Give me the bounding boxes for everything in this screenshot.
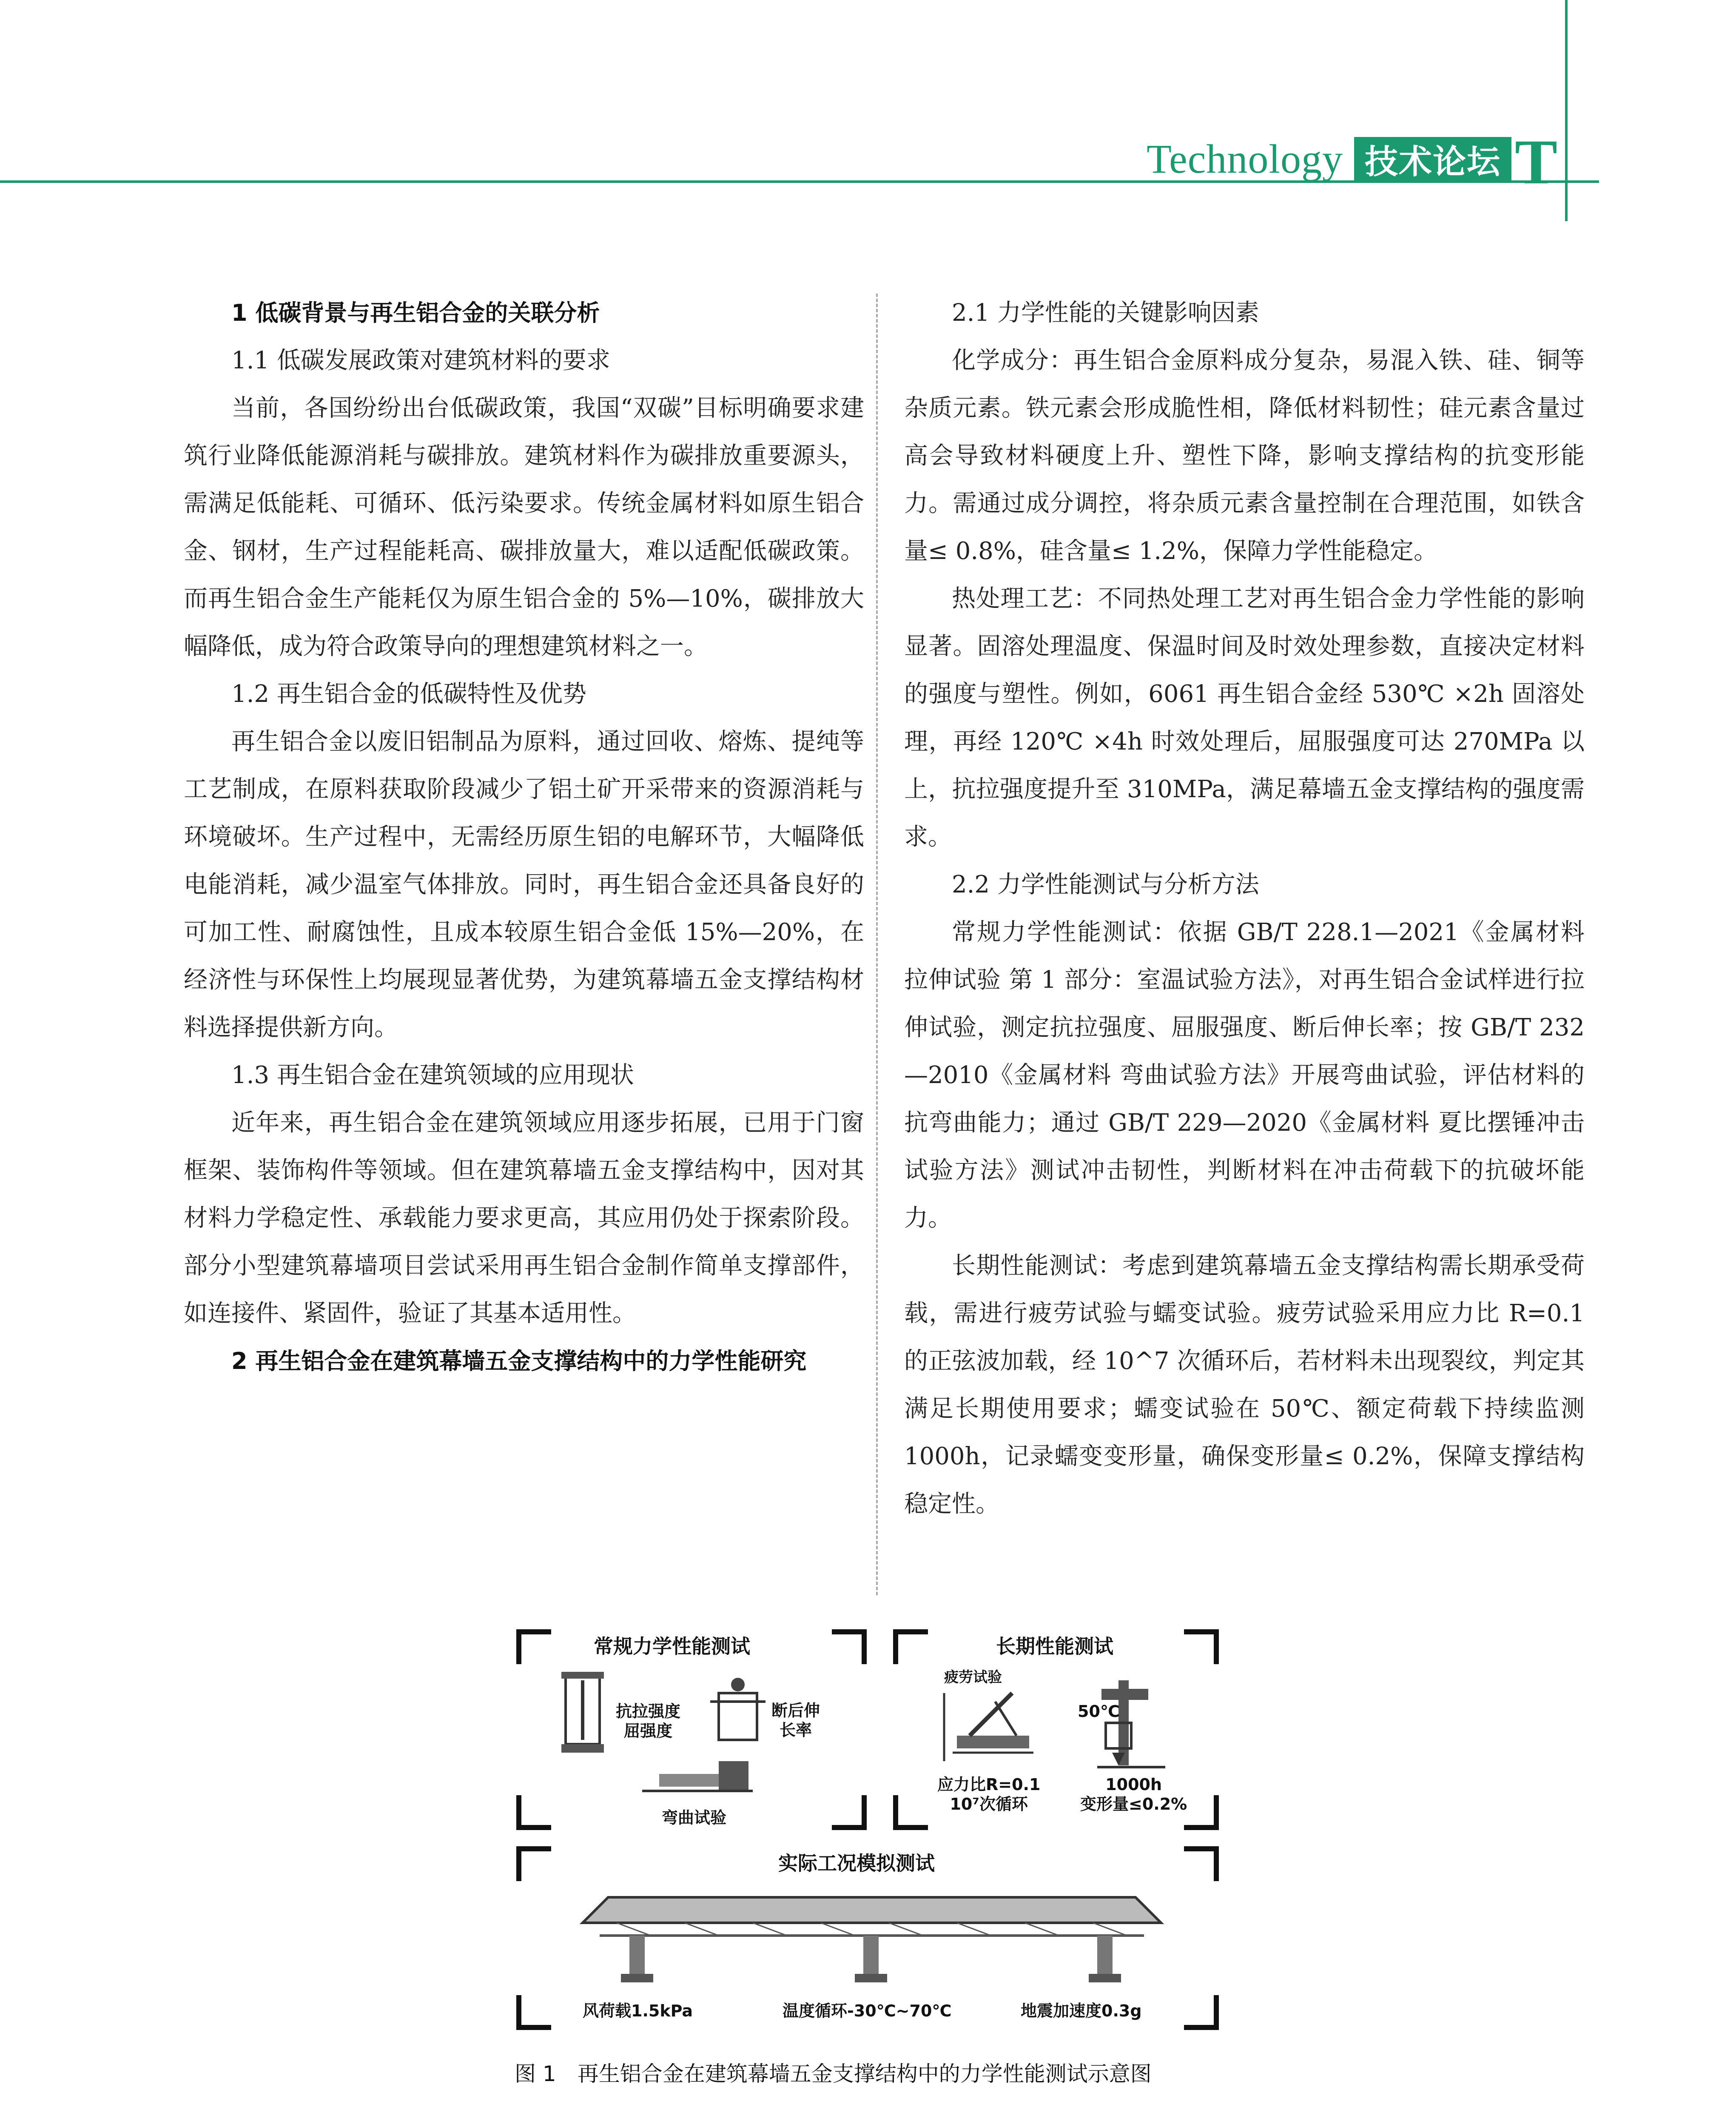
section-heading: 2 再生铝合金在建筑幕墙五金支撑结构中的力学性能研究 bbox=[231, 1348, 807, 1374]
panel1-label-bending: 弯曲试验 bbox=[662, 1808, 727, 1827]
section-letter: T bbox=[1515, 127, 1558, 197]
body-paragraph: 再生铝合金以废旧铝制品为原料，通过回收、熔炼、提纯等工艺制成，在原料获取阶段减少了铝土矿开采带来的资源消耗与环境破坏。生产过程中，无需经历原生铝的电解环节，大幅降低电能消耗，减少温室气体排放。同时，再生铝合金还具备良好的可加工性、耐腐蚀性，且成本较原生铝合金低 15%—20%，在经济性与环保性上均展现显著优势，为建筑幕墙五金支撑结构材料选择提供新方向。 bbox=[184, 728, 864, 1041]
body-paragraph: 热处理工艺：不同热处理工艺对再生铝合金力学性能的影响显著。固溶处理温度、保温时间及时效处理参数，直接决定材料的强度与塑性。例如，6061 再生铝合金经 530℃ ×2h 固溶处理，再经 120℃ ×4h 时效处理后，屈服强度可达 270MPa 以上，抗拉强度提升至 310MPa，满足幕墙五金支撑结构的强度需求。 bbox=[904, 585, 1585, 851]
subsection-heading: 1.1 低碳发展政策对建筑材料的要求 bbox=[231, 347, 610, 374]
subsection-heading: 2.2 力学性能测试与分析方法 bbox=[952, 871, 1259, 898]
right-column bbox=[904, 289, 1585, 1528]
tensile-test-icon bbox=[557, 1668, 829, 1812]
section-title-cn: 技术论坛 bbox=[1354, 137, 1511, 181]
panel1-title: 常规力学性能测试 bbox=[594, 1635, 750, 1658]
header-vertical-rule bbox=[1565, 0, 1568, 221]
subsection-heading: 1.3 再生铝合金在建筑领域的应用现状 bbox=[231, 1061, 634, 1089]
figure bbox=[510, 1625, 1242, 2033]
section-heading: 1 低碳背景与再生铝合金的关联分析 bbox=[231, 299, 600, 326]
panel3-label-wind: 风荷载1.5kPa bbox=[583, 2002, 693, 2020]
panel2-title: 长期性能测试 bbox=[996, 1635, 1113, 1658]
body-paragraph: 长期性能测试：考虑到建筑幕墙五金支撑结构需长期承受荷载，需进行疲劳试验与蠕变试验。疲劳试验采用应力比 R=0.1 的正弦波加载，经 10^7 次循环后，若材料未出现裂纹，判定其满足长期使用要求；蠕变试验在 50℃、额定荷载下持续监测 1000h，记录蠕变变形量，确保变形量≤ 0.2%，保障支撑结构稳定性。 bbox=[904, 1252, 1585, 1518]
left-column bbox=[184, 289, 864, 1385]
column-divider bbox=[876, 294, 878, 1595]
body-paragraph: 当前，各国纷纷出台低碳政策，我国“双碳”目标明确要求建筑行业降低能源消耗与碳排放。建筑材料作为碳排放重要源头，需满足低能耗、可循环、低污染要求。传统金属材料如原生铝合金、钢材，生产过程能耗高、碳排放量大，难以适配低碳政策。而再生铝合金生产能耗仅为原生铝合金的 5%—10%，碳排放大幅降低，成为符合政策导向的理想建筑材料之一。 bbox=[184, 394, 864, 660]
subsection-heading: 1.2 再生铝合金的低碳特性及优势 bbox=[231, 680, 586, 708]
fatigue-creep-icon bbox=[919, 1676, 1182, 1774]
panel1-label-elongation: 断后伸 长率 bbox=[771, 1701, 820, 1739]
body-paragraph: 化学成分：再生铝合金原料成分复杂，易混入铁、硅、铜等杂质元素。铁元素会形成脆性相，降低材料韧性；硅元素含量过高会导致材料硬度上升、塑性下降，影响支撑结构的抗变形能力。需通过成分调控，将杂质元素含量控制在合理范围，如铁含量≤ 0.8%，硅含量≤ 1.2%，保障力学性能稳定。 bbox=[904, 347, 1585, 565]
panel2-label-fatigue: 疲劳试验 bbox=[944, 1669, 1002, 1686]
panel1-label-tensile: 抗拉强度 屈强度 bbox=[616, 1702, 681, 1740]
body-paragraph: 近年来，再生铝合金在建筑领域应用逐步拓展，已用于门窗框架、装饰构件等领域。但在建筑幕墙五金支撑结构中，因对其材料力学稳定性、承载能力要求更高，其应用仍处于探索阶段。部分小型建筑幕墙项目尝试采用再生铝合金制作简单支撑部件，如连接件、紧固件，验证了其基本适用性。 bbox=[184, 1109, 864, 1327]
panel2-label-stress: 应力比R=0.1 10⁷次循环 bbox=[937, 1775, 1041, 1813]
figure-caption: 图 1 再生铝合金在建筑幕墙五金支撑结构中的力学性能测试示意图 bbox=[515, 2061, 1152, 2086]
panel2-label-creep: 1000h 变形量≤0.2% bbox=[1080, 1775, 1187, 1813]
panel2-label-temp: 50℃ bbox=[1078, 1702, 1120, 1721]
panel3-label-seismic: 地震加速度0.3g bbox=[1021, 2002, 1142, 2020]
subsection-heading: 2.1 力学性能的关键影响因素 bbox=[952, 299, 1259, 327]
panel3-label-temperature: 温度循环-30℃~70℃ bbox=[783, 2002, 952, 2020]
body-paragraph: 常规力学性能测试：依据 GB/T 228.1—2021《金属材料 拉伸试验 第 1 部分：室温试验方法》，对再生铝合金试样进行拉伸试验，测定抗拉强度、屈服强度、断后伸长率；按 GB/T 232—2010《金属材料 弯曲试验方法》开展弯曲试验，评估材料的抗弯曲能力；通过 GB/T 229—2020《金属材料 夏比摆锤冲击试验方法》测试冲击韧性，判断材料在冲击荷载下的抗破坏能力。 bbox=[904, 918, 1585, 1232]
panel3-title: 实际工况模拟测试 bbox=[778, 1852, 935, 1875]
section-title-en: Technology bbox=[1147, 136, 1343, 182]
curtain-wall-truss-icon bbox=[574, 1880, 1170, 1991]
